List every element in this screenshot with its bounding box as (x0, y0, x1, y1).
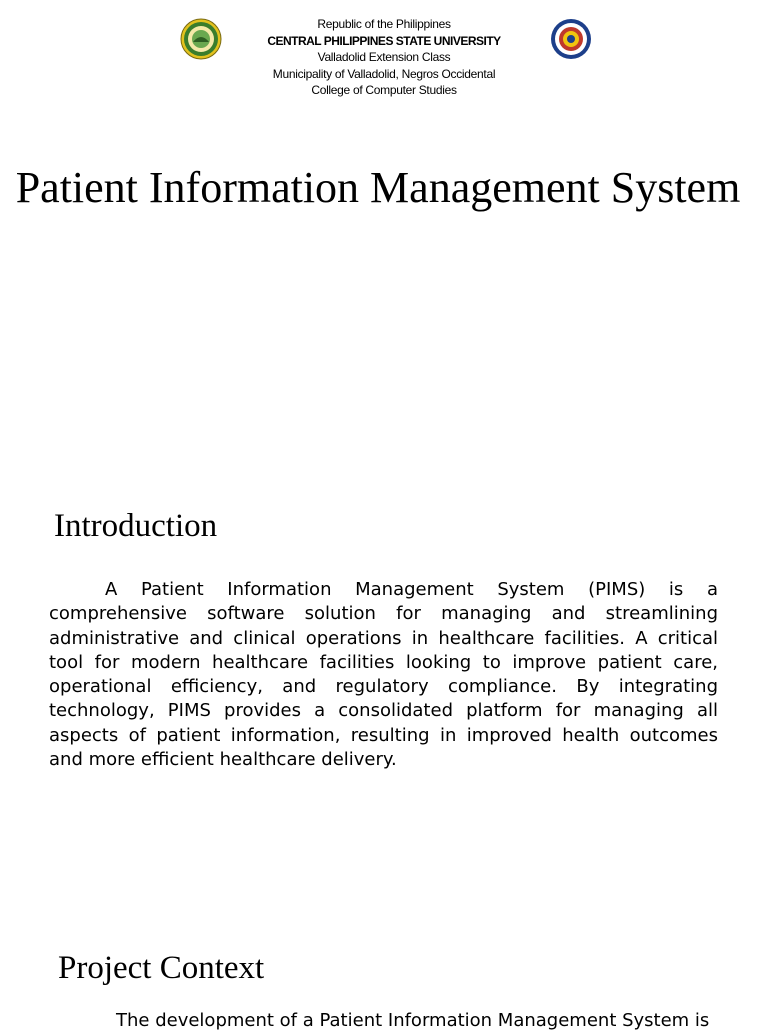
university-name: CENTRAL PHILIPPINES STATE UNIVERSITY (267, 33, 501, 48)
introduction-heading: Introduction (54, 508, 218, 544)
country-line: Republic of the Philippines (317, 17, 451, 31)
institution-header (224, 16, 544, 99)
project-context-paragraph: The development of a Patient Information Management System is (116, 1010, 710, 1031)
college-line: College of Computer Studies (311, 83, 457, 97)
document-title: Patient Information Management System (15, 163, 741, 212)
project-context-heading: Project Context (58, 950, 265, 986)
introduction-paragraph: A Patient Information Management System (PIMS) is a comprehensive software solution for managing and streamlining administrative and clinical operations in healthcare facilities. A critical tool for modern healthcare facilities looking to improve patient care, operational efficiency, and regulatory compliance. By integrating technology, PIMS provides a consolidated platform for managing all aspects of patient information, resulting in improved health outcomes and more efficient healthcare delivery. (49, 579, 718, 771)
campus-line: Valladolid Extension Class (317, 50, 451, 64)
university-seal-icon (180, 18, 222, 60)
document-header (0, 16, 768, 102)
college-seal-icon (550, 18, 592, 60)
address-line: Municipality of Valladolid, Negros Occidental (272, 66, 496, 81)
